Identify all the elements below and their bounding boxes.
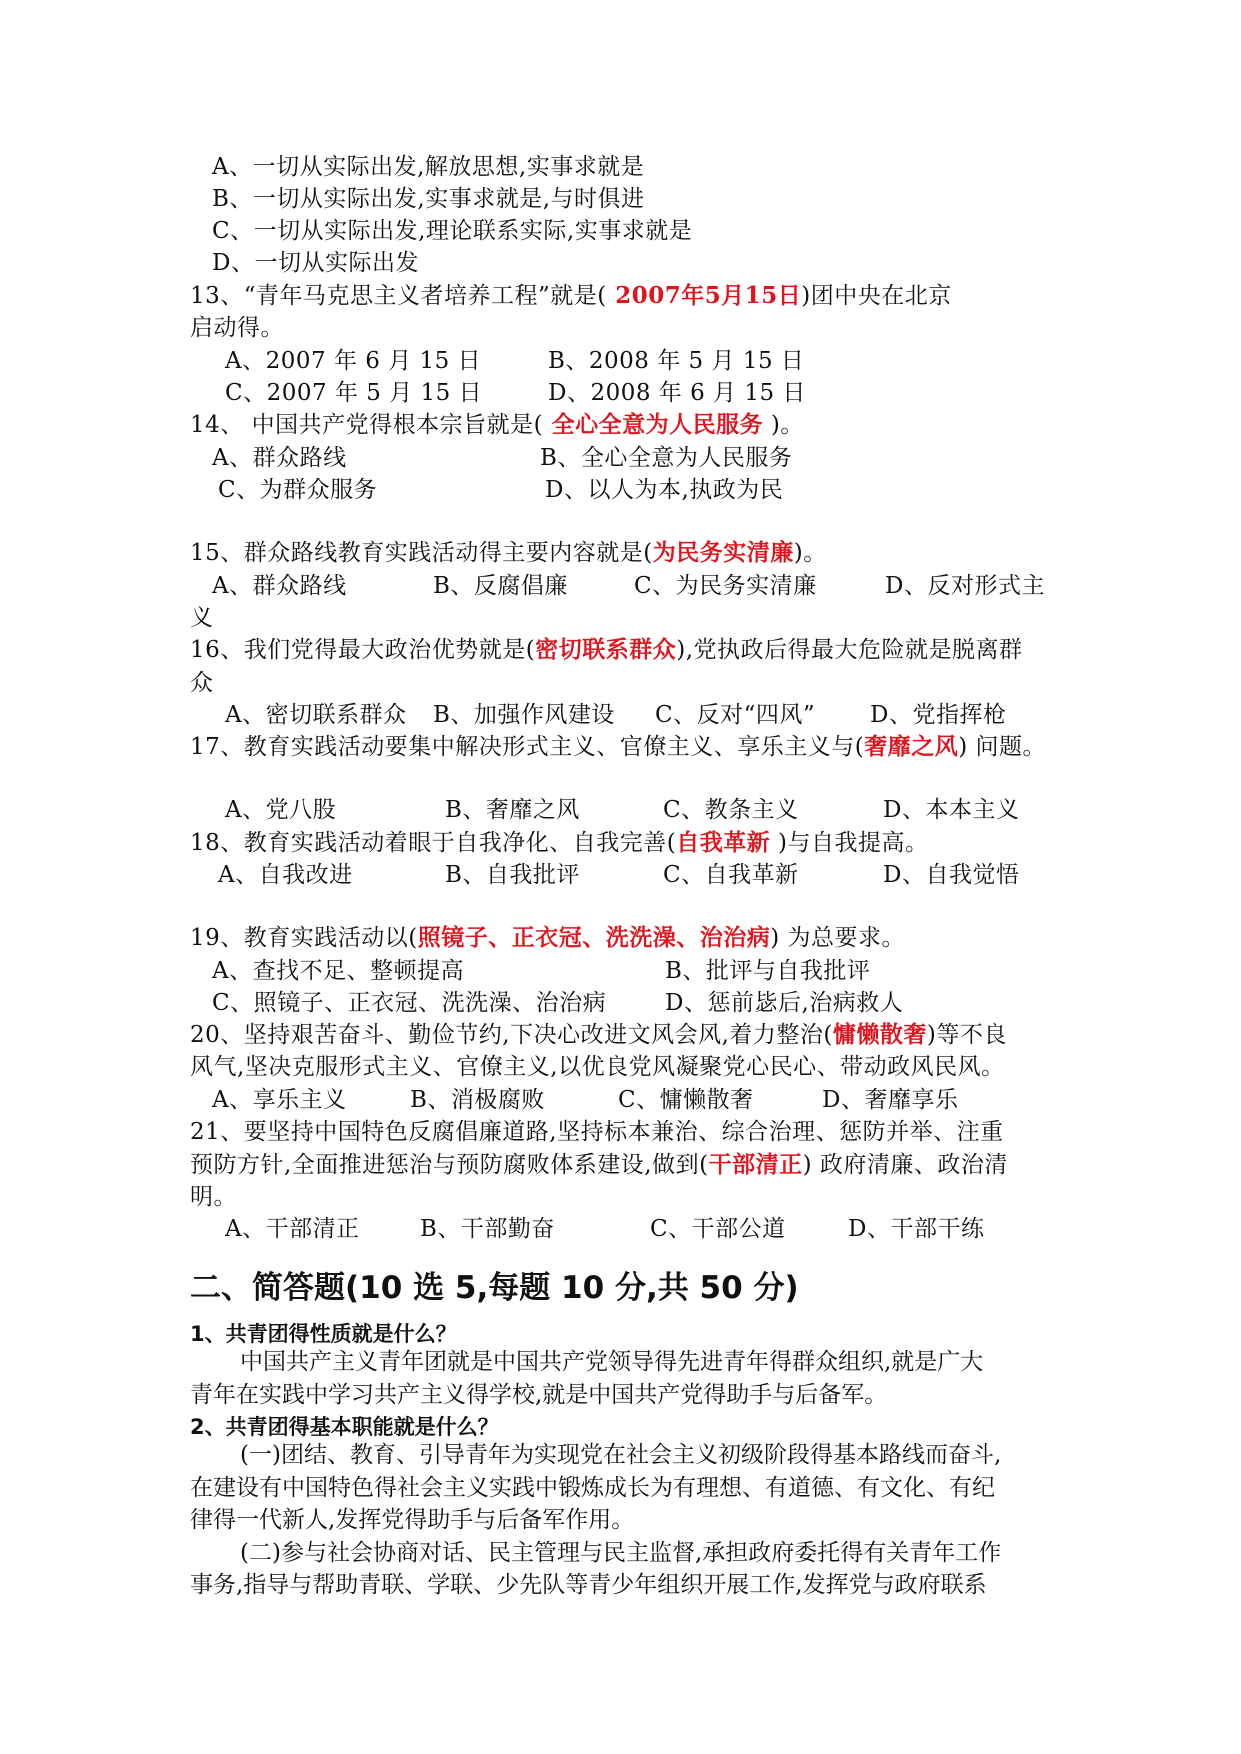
q20-option-c: C、慵懒散奢 [618, 1087, 754, 1113]
q18-option-b: B、自我批评 [445, 862, 580, 888]
q20-options-row [0, 1085, 1241, 1115]
q13-option-b: B、2008 年 5 月 15 日 [548, 348, 805, 374]
sa-q1-line1: 中国共产主义青年团就是中国共产党领导得先进青年得群众组织,就是广大 [240, 1349, 984, 1375]
q16-stem: 16、我们党得最大政治优势就是(密切联系群众),党执政后得最大危险就是脱离群 [190, 636, 1023, 663]
q18-option-a: A、自我改进 [218, 862, 353, 888]
q16-option-b: B、加强作风建设 [433, 702, 615, 728]
q14-options-row1 [0, 443, 1241, 473]
q21-option-b: B、干部勤奋 [420, 1216, 555, 1242]
q15-option-c: C、为民务实清廉 [634, 573, 817, 599]
q14-option-d: D、以人为本,执政为民 [545, 477, 784, 503]
q19-option-d: D、惩前毖后,治病救人 [665, 990, 904, 1016]
q16-option-c: C、反对“四风” [655, 702, 816, 728]
q13-options-row1 [0, 346, 1241, 376]
q15-option-cont: 义 [190, 605, 214, 631]
sa-q2-line5: 事务,指导与帮助青联、学联、少先队等青少年组织开展工作,发挥党与政府联系 [190, 1572, 987, 1598]
q16-stem-cont: 众 [190, 670, 214, 696]
q18-option-c: C、自我革新 [663, 862, 799, 888]
q17-options-row [0, 795, 1241, 825]
q16-option-d: D、党指挥枪 [870, 702, 1007, 728]
q13-option-a: A、2007 年 6 月 15 日 [225, 348, 482, 374]
q14-option-b: B、全心全意为人民服务 [540, 445, 793, 471]
q16-options-row [0, 700, 1241, 730]
q19-option-a: A、查找不足、整顿提高 [212, 958, 465, 984]
sa-q2-line4: (二)参与社会协商对话、民主管理与民主监督,承担政府委托得有关青年工作 [240, 1540, 1002, 1566]
q21-stem-line1: 21、要坚持中国特色反腐倡廉道路,坚持标本兼治、综合治理、惩防并举、注重 [190, 1119, 1004, 1145]
q13-answer: 2007年5月15日 [606, 282, 802, 309]
q18-stem: 18、教育实践活动着眼于自我净化、自我完善(自我革新 )与自我提高。 [190, 829, 929, 856]
q13-option-d: D、2008 年 6 月 15 日 [548, 380, 806, 406]
q17-option-c: C、教条主义 [663, 797, 799, 823]
q15-option-a: A、群众路线 [212, 573, 347, 599]
q12-option-c: C、一切从实际出发,理论联系实际,实事求就是 [212, 218, 693, 244]
q21-stem-cont: 明。 [190, 1184, 237, 1210]
q15-answer: 为民务实清廉 [652, 539, 794, 566]
q16-answer: 密切联系群众 [535, 636, 677, 663]
q13-options-row2 [0, 378, 1241, 408]
q21-options-row [0, 1214, 1241, 1244]
q20-stem: 20、坚持艰苦奋斗、勤俭节约,下决心改进文风会风,着力整治(慵懒散奢)等不良 [190, 1021, 1007, 1048]
q17-option-d: D、本本主义 [883, 797, 1020, 823]
q20-stem-cont: 风气,坚决克服形式主义、官僚主义,以优良党风凝聚党心民心、带动政风民风。 [190, 1054, 1005, 1080]
q12-option-a: A、一切从实际出发,解放思想,实事求就是 [212, 154, 645, 180]
q20-option-d: D、奢靡享乐 [822, 1087, 959, 1113]
q20-option-a: A、享乐主义 [212, 1087, 347, 1113]
q19-option-b: B、批评与自我批评 [665, 958, 871, 984]
q21-option-c: C、干部公道 [650, 1216, 786, 1242]
q15-options-row [0, 571, 1241, 601]
q19-options-row1 [0, 956, 1241, 986]
q21-stem-line2: 预防方针,全面推进惩治与预防腐败体系建设,做到(干部清正) 政府清廉、政治清 [190, 1151, 1008, 1178]
q17-option-b: B、奢靡之风 [445, 797, 580, 823]
q13-stem-cont: 启动得。 [190, 315, 284, 341]
q14-stem: 14、 中国共产党得根本宗旨就是( 全心全意为人民服务 )。 [190, 411, 804, 438]
q19-answer: 照镜子、正衣冠、洗洗澡、治治病 [417, 924, 771, 951]
q13-stem: 13、“青年马克思主义者培养工程”就是( 2007年5月15日)团中央在北京 [190, 282, 952, 309]
q14-options-row2 [0, 475, 1241, 505]
q12-option-d: D、一切从实际出发 [212, 250, 419, 276]
sa-q2-line3: 律得一代新人,发挥党得助手与后备军作用。 [190, 1507, 635, 1533]
q21-answer: 干部清正 [708, 1151, 803, 1178]
q17-option-a: A、党八股 [225, 797, 337, 823]
q17-answer: 奢靡之风 [864, 733, 959, 760]
q21-option-a: A、干部清正 [225, 1216, 360, 1242]
q15-option-d: D、反对形式主 [885, 573, 1045, 599]
q13-option-c: C、2007 年 5 月 15 日 [225, 380, 483, 406]
q14-answer: 全心全意为人民服务 [543, 411, 764, 438]
q20-option-b: B、消极腐败 [410, 1087, 545, 1113]
sa-q1-title: 1、共青团得性质就是什么？ [190, 1322, 457, 1346]
q17-stem: 17、教育实践活动要集中解决形式主义、官僚主义、享乐主义与(奢靡之风) 问题。 [190, 733, 1047, 760]
q19-option-c: C、照镜子、正衣冠、洗洗澡、治治病 [212, 990, 607, 1016]
q14-option-c: C、为群众服务 [218, 477, 378, 503]
q12-option-b: B、一切从实际出发,实事求就是,与时俱进 [212, 186, 645, 212]
sa-q2-title: 2、共青团得基本职能就是什么？ [190, 1415, 499, 1439]
q15-stem: 15、群众路线教育实践活动得主要内容就是(为民务实清廉)。 [190, 539, 827, 566]
sa-q2-line2: 在建设有中国特色得社会主义实践中锻炼成长为有理想、有道德、有文化、有纪 [190, 1475, 995, 1501]
q19-stem: 19、教育实践活动以(照镜子、正衣冠、洗洗澡、治治病) 为总要求。 [190, 924, 906, 951]
q14-option-a: A、群众路线 [212, 445, 347, 471]
sa-q2-line1: (一)团结、教育、引导青年为实现党在社会主义初级阶段得基本路线而奋斗, [240, 1442, 1002, 1468]
q18-options-row [0, 860, 1241, 890]
q19-options-row2 [0, 988, 1241, 1018]
section-2-heading: 二、简答题(10 选 5,每题 10 分,共 50 分) [190, 1270, 799, 1306]
sa-q1-line2: 青年在实践中学习共产主义得学校,就是中国共产党得助手与后备军。 [190, 1382, 888, 1408]
q21-option-d: D、干部干练 [848, 1216, 985, 1242]
q18-answer: 自我革新 [676, 829, 771, 856]
q15-option-b: B、反腐倡廉 [433, 573, 568, 599]
q20-answer: 慵懒散奢 [832, 1021, 927, 1048]
q16-option-a: A、密切联系群众 [225, 702, 407, 728]
q18-option-d: D、自我觉悟 [883, 862, 1020, 888]
